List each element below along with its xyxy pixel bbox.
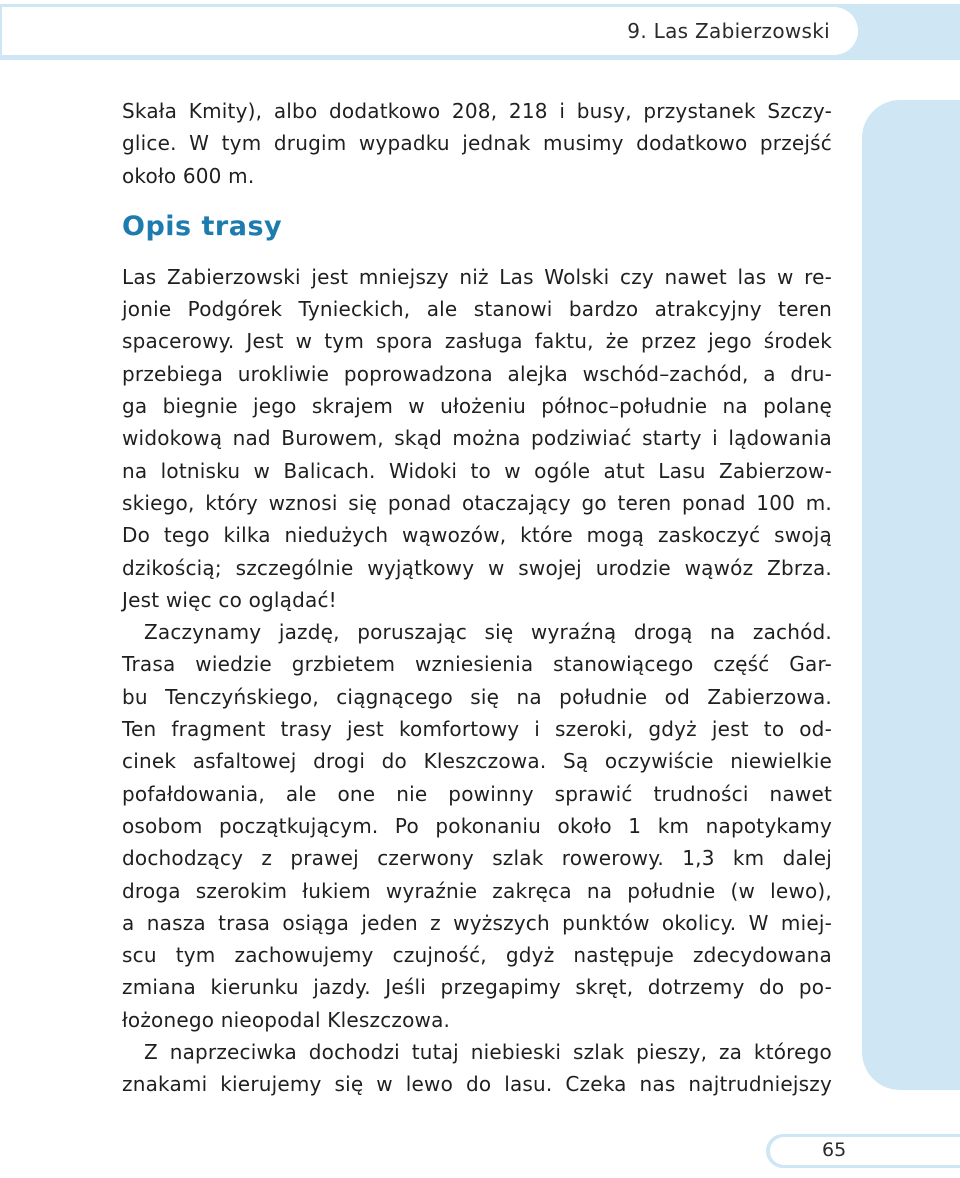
text-line: pofałdowania, ale one nie powinny sprawić trudności nawet	[122, 781, 832, 806]
text-line: skiego, który wznosi się ponad otaczający go teren ponad 100 m.	[122, 490, 832, 515]
text-line: cinek asfaltowej drogi do Kleszczowa. Są oczywiście niewielkie	[122, 749, 832, 774]
page-number: 65	[822, 1139, 847, 1161]
text-line: Do tego kilka niedużych wąwozów, które mogą zaskoczyć swoją	[122, 523, 832, 548]
paragraph-2	[122, 616, 832, 1036]
text-line: Skała Kmity), albo dodatkowo 208, 218 i busy, przystanek Szczy-	[122, 99, 832, 123]
text-line: scu tym zachowujemy czujność, gdyż następuje zdecydowana	[122, 943, 832, 968]
text-line: łożonego nieopodal Kleszczowa.	[122, 1007, 451, 1032]
text-line: spacerowy. Jest w tym spora zasługa faktu, że przez jego środek	[122, 329, 832, 354]
side-margin-panel	[862, 100, 960, 1090]
text-line: zmiana kierunku jazdy. Jeśli przegapimy skręt, dotrzemy do po-	[122, 975, 832, 1000]
text-line: Zaczynamy jazdę, poruszając się wyraźną drogą na zachód.	[144, 620, 832, 645]
page-body	[122, 95, 832, 1101]
chapter-title: 9. Las Zabierzowski	[627, 19, 830, 43]
paragraph-1	[122, 261, 832, 616]
text-line: dzikością; szczególnie wyjątkowy w swojej urodzie wąwóz Zbrza.	[122, 555, 832, 580]
text-line: droga szerokim łukiem wyraźnie zakręca na południe (w lewo),	[122, 878, 832, 903]
text-line: około 600 m.	[122, 163, 255, 188]
intro-paragraph	[122, 95, 832, 192]
text-line: osobom początkującym. Po pokonaniu około 1 km napotykamy	[122, 813, 832, 838]
text-line: Las Zabierzowski jest mniejszy niż Las Wolski czy nawet las w re-	[122, 264, 832, 289]
text-line: Z naprzeciwka dochodzi tutaj niebieski szlak pieszy, za którego	[144, 1040, 832, 1065]
section-heading: Opis trasy	[122, 210, 283, 242]
text-line: Jest więc co oglądać!	[122, 587, 337, 612]
text-line: na lotnisku w Balicach. Widoki to w ogóle atut Lasu Zabierzow-	[122, 458, 832, 483]
text-line: Trasa wiedzie grzbietem wzniesienia stanowiącego część Gar-	[122, 652, 832, 677]
text-line: Ten fragment trasy jest komfortowy i szeroki, gdyż jest to od-	[122, 717, 832, 742]
text-line: glice. W tym drugim wypadku jednak musimy dodatkowo przejść	[122, 131, 832, 156]
text-line: jonie Podgórek Tynieckich, ale stanowi bardzo atrakcyjny teren	[122, 297, 832, 322]
text-line: widokową nad Burowem, skąd można podziwiać starty i lądowania	[122, 426, 832, 451]
paragraph-3	[122, 1036, 832, 1101]
text-line: znakami kierujemy się w lewo do lasu. Czeka nas najtrudniejszy	[122, 1072, 832, 1097]
text-line: dochodzący z prawej czerwony szlak rowerowy. 1,3 km dalej	[122, 846, 832, 871]
text-line: ga biegnie jego skrajem w ułożeniu północ–południe na polanę	[122, 394, 832, 419]
page-number-tab-inner	[770, 1137, 960, 1165]
text-line: bu Tenczyńskiego, ciągnącego się na południe od Zabierzowa.	[122, 684, 832, 709]
text-line: przebiega urokliwie poprowadzona alejka wschód–zachód, a dru-	[122, 361, 832, 386]
text-line: a nasza trasa osiąga jeden z wyższych punktów okolicy. W miej-	[122, 910, 832, 935]
